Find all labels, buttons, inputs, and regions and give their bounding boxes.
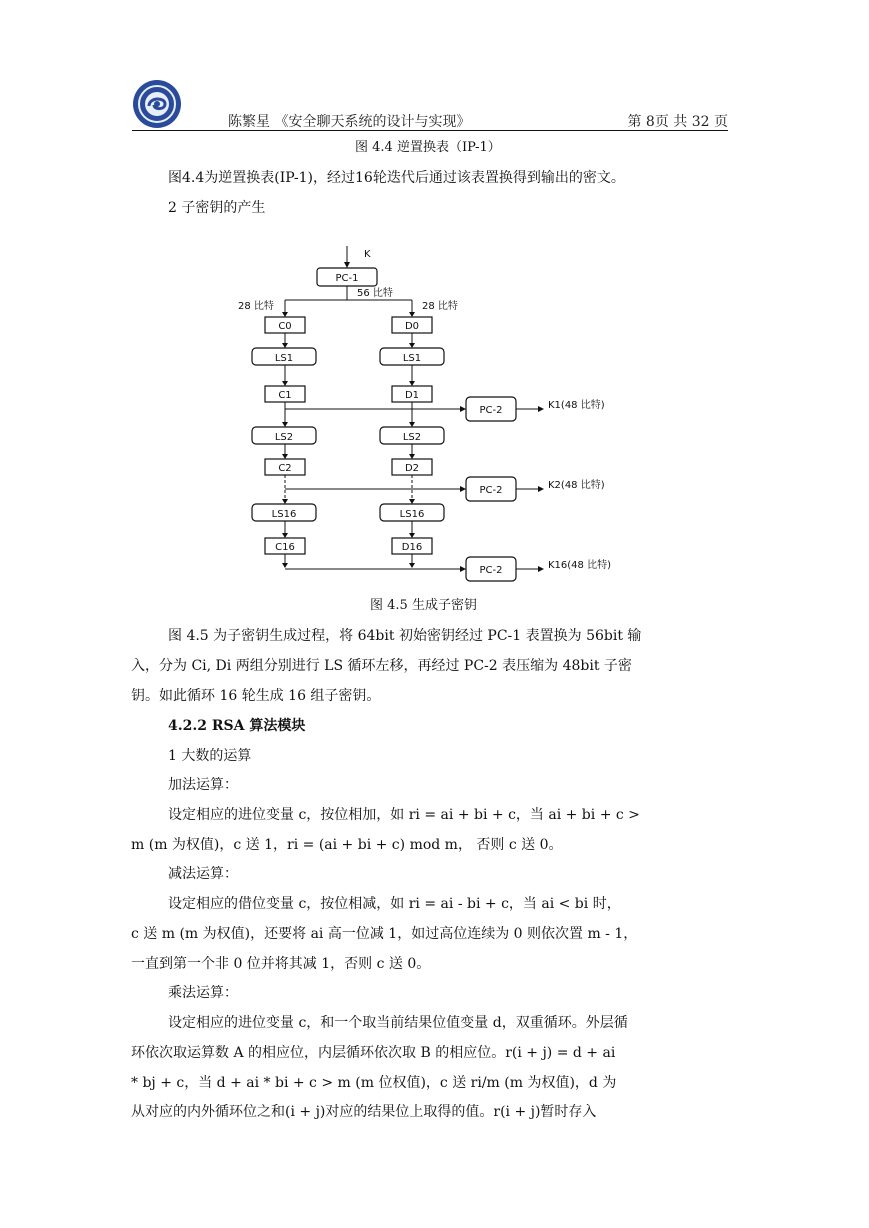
figure-4-5-caption: 图 4.5 生成子密钥 bbox=[370, 598, 477, 613]
multiplication-text-line: * bj + c，当 d + ai * bi + c > m (m 位权值)，c 送 ri/m (m 为权值)，d 为 bbox=[131, 1075, 617, 1091]
page-number: 第 8页 共 32 页 bbox=[627, 114, 728, 130]
paragraph-fig45-line: 图 4.5 为子密钥生成过程，将 64bit 初始密钥经过 PC-1 表置换为 56bit 输 bbox=[168, 628, 642, 644]
c16-label: C16 bbox=[275, 542, 295, 553]
subsection-bignum: 1 大数的运算 bbox=[168, 748, 252, 764]
d2-label: D2 bbox=[404, 463, 420, 474]
heading-subkey: 2 子密钥的产生 bbox=[168, 200, 266, 216]
bits-56-label: 56 比特 bbox=[357, 288, 393, 299]
figure-4-4-caption: 图 4.4 逆置换表（IP-1） bbox=[355, 140, 501, 155]
multiplication-title: 乘法运算： bbox=[168, 985, 238, 1001]
pc2-label-1: PC-2 bbox=[479, 405, 503, 416]
header-rule bbox=[132, 130, 728, 131]
input-k-label: K bbox=[364, 249, 371, 260]
ls1-right-label: LS1 bbox=[402, 353, 422, 364]
c2-label: C2 bbox=[278, 463, 292, 474]
university-logo-icon bbox=[132, 79, 182, 129]
addition-text-line: m (m 为权值)，c 送 1，ri = (ai + bi + c) mod m， 否则 c 送 0。 bbox=[131, 837, 563, 853]
bits-28-right-label: 28 比特 bbox=[422, 301, 458, 312]
ls1-left-label: LS1 bbox=[274, 353, 294, 364]
pc2-label-2: PC-2 bbox=[479, 485, 503, 496]
k1-label: K1(48 比特) bbox=[548, 400, 605, 411]
multiplication-text-line: 从对应的内外循环位之和(i + j)对应的结果位上取得的值。r(i + j)暂时存入 bbox=[131, 1104, 597, 1120]
k2-label: K2(48 比特) bbox=[548, 480, 605, 491]
paragraph-fig45-line: 入，分为 Ci, Di 两组分别进行 LS 循环左移，再经过 PC-2 表压缩为 48bit 子密 bbox=[131, 658, 632, 674]
subkey-generation-diagram bbox=[230, 238, 650, 588]
c1-label: C1 bbox=[278, 390, 292, 401]
section-title: 4.2.2 RSA 算法模块 bbox=[168, 718, 306, 734]
bits-28-left-label: 28 比特 bbox=[238, 301, 274, 312]
ls2-right-label: LS2 bbox=[402, 432, 422, 443]
subtraction-text-line: c 送 m (m 为权值)，还要将 ai 高一位减 1，如过高位连续为 0 则依次置 m - 1， bbox=[131, 926, 638, 942]
c0-label: C0 bbox=[278, 321, 292, 332]
subtraction-title: 减法运算： bbox=[168, 866, 238, 882]
d1-label: D1 bbox=[404, 390, 420, 401]
addition-title: 加法运算： bbox=[168, 777, 238, 793]
d16-label: D16 bbox=[401, 542, 423, 553]
header-title: 陈繁星 《安全聊天系统的设计与实现》 bbox=[228, 114, 471, 130]
addition-text-line: 设定相应的进位变量 c，按位相加，如 ri = ai + bi + c，当 ai + bi + c > bbox=[168, 807, 640, 823]
ls16-right-label: LS16 bbox=[399, 509, 425, 520]
pc1-label: PC-1 bbox=[335, 273, 359, 284]
multiplication-text-line: 设定相应的进位变量 c，和一个取当前结果位值变量 d，双重循环。外层循 bbox=[168, 1015, 628, 1031]
k16-label: K16(48 比特) bbox=[548, 560, 611, 571]
pc2-label-3: PC-2 bbox=[479, 565, 503, 576]
paragraph-fig45-line: 钥。如此循环 16 轮生成 16 组子密钥。 bbox=[131, 688, 381, 704]
ls16-left-label: LS16 bbox=[271, 509, 297, 520]
paragraph-fig44: 图4.4为逆置换表(IP-1)，经过16轮迭代后通过该表置换得到输出的密文。 bbox=[168, 170, 625, 186]
subtraction-text-line: 设定相应的借位变量 c，按位相减，如 ri = ai - bi + c，当 ai < bi 时， bbox=[168, 896, 621, 912]
d0-label: D0 bbox=[404, 321, 420, 332]
multiplication-text-line: 环依次取运算数 A 的相应位，内层循环依次取 B 的相应位。r(i + j) = d + ai bbox=[131, 1045, 616, 1061]
subtraction-text-line: 一直到第一个非 0 位并将其减 1，否则 c 送 0。 bbox=[131, 956, 431, 972]
ls2-left-label: LS2 bbox=[274, 432, 294, 443]
